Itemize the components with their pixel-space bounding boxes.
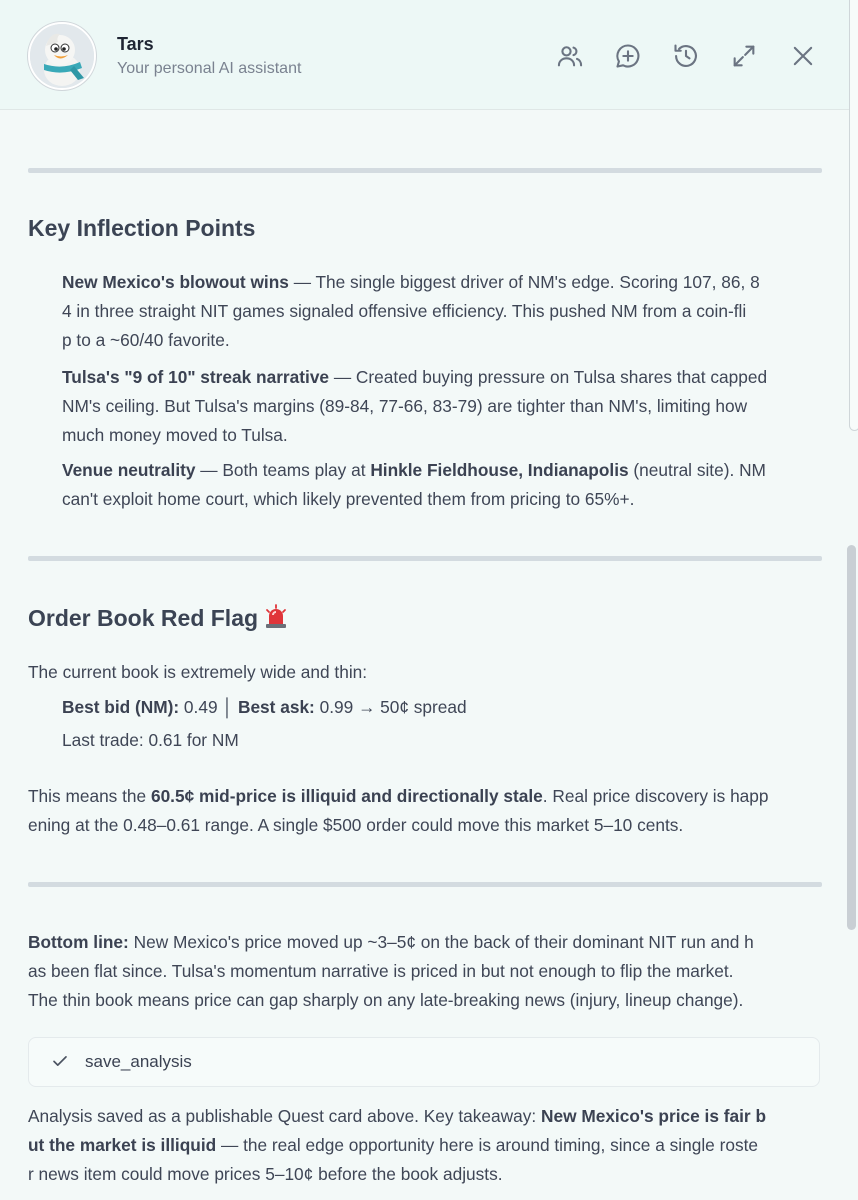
item-bold-label: New Mexico's blowout wins: [62, 272, 289, 292]
section-divider: [28, 556, 822, 561]
tool-call-name: save_analysis: [85, 1052, 192, 1071]
order-book-summary: This means the 60.5¢ mid-price is illiquid and directionally stale. Real price discovery is happ ening at the 0.48–0.61 range. A single $500 order could move this market 5–10 cents.: [28, 786, 769, 835]
bid-ask-line: Best bid (NM): 0.49 │ Best ask: 0.99 → 50¢ spread: [62, 697, 467, 717]
close-icon[interactable]: [787, 40, 819, 72]
tool-call-save-analysis[interactable]: [28, 1037, 820, 1087]
bird-mascot-icon: [30, 24, 94, 88]
last-trade-line: Last trade: 0.61 for NM: [62, 730, 239, 750]
chat-header: [0, 0, 858, 110]
history-icon[interactable]: [670, 40, 702, 72]
inflection-item-tulsa-streak: Tulsa's "9 of 10" streak narrative — Created buying pressure on Tulsa shares that capped NM's ceiling. But Tulsa's margins (89-84, 77-66, 83-79) are tighter than NM's, limiting how much money moved to Tulsa.: [62, 367, 768, 445]
avatar: [28, 22, 96, 90]
section-heading-order-book: Order Book Red Flag: [28, 603, 288, 632]
saved-analysis-paragraph: Analysis saved as a publishable Quest card above. Key takeaway: New Mexico's price is fair b ut the market is illiquid — the real edge opportunity here is around timing, since a single roste r news item could move prices 5–10¢ before the book adjusts.: [28, 1106, 766, 1184]
new-chat-icon[interactable]: [612, 40, 644, 72]
scrollbar-top-edge: [849, 0, 858, 431]
section-divider: [28, 882, 822, 887]
order-book-intro: The current book is extremely wide and thin:: [28, 662, 368, 682]
users-icon[interactable]: [554, 40, 586, 72]
section-divider: [28, 168, 822, 173]
item-bold-label: Venue neutrality: [62, 460, 196, 480]
item-bold-label: Tulsa's "9 of 10" streak narrative: [62, 367, 330, 387]
inflection-item-venue: Venue neutrality — Both teams play at Hinkle Fieldhouse, Indianapolis (neutral site). NM can't exploit home court, which likely prevented them from pricing to 65%+.: [62, 460, 766, 509]
check-icon: [51, 1052, 69, 1070]
assistant-subtitle: Your personal AI assistant: [117, 60, 302, 77]
siren-icon: [264, 603, 288, 629]
section-heading-key-inflection: Key Inflection Points: [28, 215, 256, 241]
expand-icon[interactable]: [728, 40, 760, 72]
bottom-line-paragraph: Bottom line: New Mexico's price moved up ~3–5¢ on the back of their dominant NIT run and h as been flat since. Tulsa's momentum narrative is priced in but not enough to flip the market. The thin book means price can gap sharply on any late-breaking news (injury, lineup change).: [28, 932, 754, 1010]
inflection-item-nm-blowouts: New Mexico's blowout wins — The single biggest driver of NM's edge. Scoring 107, 86, 8 4 in three straight NIT games signaled offensive efficiency. This pushed NM from a coin-fli p to a ~60/40 favorite.: [62, 272, 760, 350]
assistant-name: Tars: [117, 34, 154, 54]
scrollbar-thumb[interactable]: [847, 545, 856, 930]
